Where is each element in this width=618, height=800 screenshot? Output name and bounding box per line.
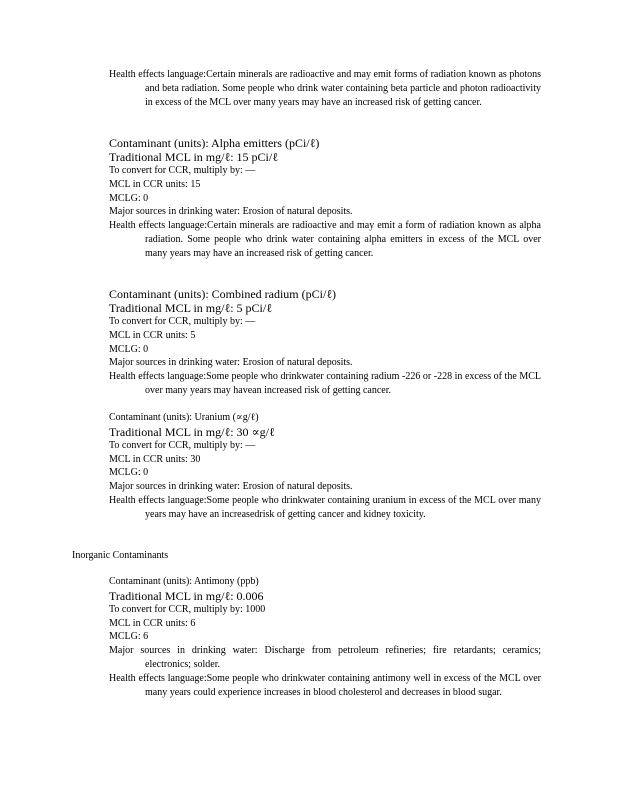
contaminant-heading: Contaminant (units): Uranium (∝g/ℓ) [109,412,259,423]
combined-radium-entry [109,287,541,398]
uranium-entry [109,411,541,522]
mclg: MCLG: 6 [109,631,149,643]
health-effects-text: Health effects language:Certain minerals are radioactive and may emit a form of radiation known as alpha radiation. Some people who drink water containing alpha emitters in excess of the MCL over many years may have an increased risk of getting cancer. [109,220,541,259]
contaminant-heading: Contaminant (units): Alpha emitters (pCi/ℓ) [109,136,320,150]
health-effects-text: Health effects language:Certain minerals are radioactive and may emit forms of radiation known as photons and beta radiation. Some people who drink water containing beta particle and photon radioactivity in excess of the MCL over many years may have an increased risk of getting cancer. [109,69,541,108]
alpha-emitters-entry [109,136,541,261]
major-sources: Major sources in drinking water: Erosion of natural deposits. [109,481,353,493]
mcl-ccr-units: MCL in CCR units: 15 [109,178,201,190]
antimony-entry [109,575,541,699]
convert-factor: To convert for CCR, multiply by: — [109,439,256,451]
major-sources: Major sources in drinking water: Erosion of natural deposits. [109,206,353,218]
contaminant-heading: Contaminant (units): Combined radium (pCi/ℓ) [109,287,337,301]
mcl-ccr-units: MCL in CCR units: 5 [109,329,196,341]
convert-factor: To convert for CCR, multiply by: — [109,316,256,327]
section-heading: Inorganic Contaminants [72,550,169,561]
mcl-ccr-units: MCL in CCR units: 30 [109,453,201,465]
major-sources: Major sources in drinking water: Erosion of natural deposits. [109,357,353,369]
traditional-mcl: Traditional MCL in mg/ℓ: 15 pCi/ℓ [109,150,278,164]
health-effects-text: Health effects language:Some people who drinkwater containing radium -226 or -228 in excess of the MCL over many years may havean increased risk of getting cancer. [109,371,541,396]
mclg: MCLG: 0 [109,343,149,355]
health-effects-text: Health effects language:Some people who drinkwater containing uranium in excess of the MCL over many years may have an increasedrisk of getting cancer and kidney toxicity. [109,494,541,520]
traditional-mcl: Traditional MCL in mg/ℓ: 0.006 [109,588,264,603]
major-sources: Major sources in drinking water: Discharge from petroleum refineries; fire retardants; ceramics; electronics; solder. [109,645,541,670]
convert-factor: To convert for CCR, multiply by: 1000 [109,603,266,615]
health-effects-text: Health effects language:Some people who drinkwater containing antimony well in excess of the MCL over many years could experience increases in blood cholesterol and decreases in blood sugar. [109,672,541,698]
mclg: MCLG: 0 [109,467,149,479]
mcl-ccr-units: MCL in CCR units: 6 [109,617,196,629]
contaminant-heading: Contaminant (units): Antimony (ppb) [109,576,259,587]
traditional-mcl: Traditional MCL in mg/ℓ: 5 pCi/ℓ [109,301,272,315]
traditional-mcl: Traditional MCL in mg/ℓ: 30 ∝g/ℓ [109,424,275,439]
mclg: MCLG: 0 [109,192,149,204]
intro-block [109,68,541,109]
convert-factor: To convert for CCR, multiply by: — [109,165,256,176]
